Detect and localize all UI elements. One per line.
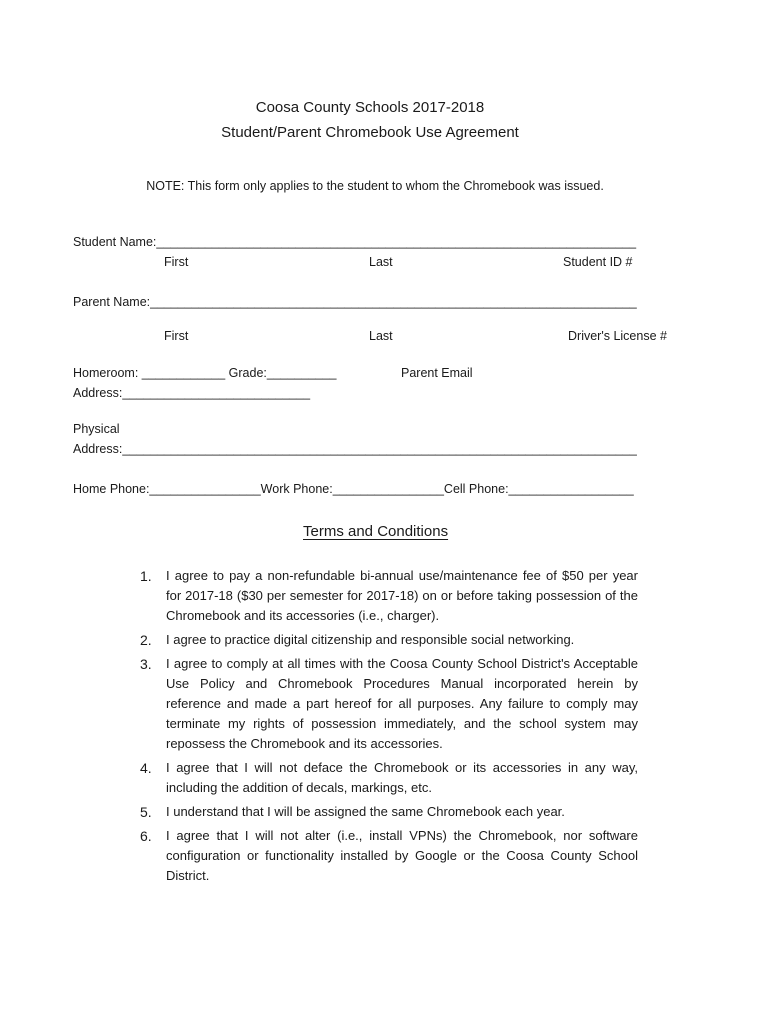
terms-item xyxy=(140,566,638,626)
item-text: I understand that I will be assigned the same Chromebook each year. xyxy=(166,804,565,819)
student-first-label: First xyxy=(164,255,189,269)
terms-item xyxy=(140,654,638,754)
parent-email-label: Parent Email xyxy=(401,366,473,380)
homeroom-grade-field[interactable]: Homeroom: ____________ Grade:__________ xyxy=(73,366,337,380)
item-number: 6. xyxy=(140,828,152,844)
applicability-note: NOTE: This form only applies to the student to whom the Chromebook was issued. xyxy=(146,179,604,193)
item-text: I agree to practice digital citizenship and responsible social networking. xyxy=(166,632,575,647)
terms-item xyxy=(140,826,638,886)
item-number: 5. xyxy=(140,804,152,820)
address-field[interactable]: Address:___________________________ xyxy=(73,386,311,400)
item-text: I agree that I will not alter (i.e., install VPNs) the Chromebook, nor software configuration or functionality installed by Google or the Coosa County School District. xyxy=(166,828,638,883)
title-line-1: Coosa County Schools 2017-2018 xyxy=(255,99,485,116)
parent-last-label: Last xyxy=(369,329,393,343)
physical-label: Physical xyxy=(73,422,120,436)
drivers-license-label: Driver's License # xyxy=(568,329,667,343)
physical-address-field[interactable]: Address:__________________________________________________________________________ xyxy=(73,442,637,456)
item-text: I agree that I will not deface the Chromebook or its accessories in any way, including the addition of decals, markings, etc. xyxy=(166,760,638,795)
terms-heading: Terms and Conditions xyxy=(303,523,449,540)
student-name-field[interactable]: Student Name:_____________________________________________________________________ xyxy=(73,235,637,249)
parent-name-field[interactable]: Parent Name:______________________________________________________________________ xyxy=(73,295,637,309)
terms-item xyxy=(140,758,638,798)
item-text: I agree to comply at all times with the Coosa County School District's Acceptable Use Policy and Chromebook Procedures Manual incorporated herein by reference and made a part hereof for all purposes. Any failure to comply may terminate my rights of possession immediately, and the school system may repossess the Chromebook and its accessories. xyxy=(166,656,638,751)
title-line-2: Student/Parent Chromebook Use Agreement xyxy=(221,124,519,141)
item-text: I agree to pay a non-refundable bi-annual use/maintenance fee of $50 per year for 2017-18 ($30 per semester for 2017-18) on or before taking possession of the Chromebook and its accessories (i.e., charger). xyxy=(166,568,638,623)
student-id-label: Student ID # xyxy=(563,255,633,269)
student-last-label: Last xyxy=(369,255,393,269)
terms-item xyxy=(140,802,638,822)
item-number: 3. xyxy=(140,656,152,672)
item-number: 4. xyxy=(140,760,152,776)
phone-fields[interactable]: Home Phone:________________Work Phone:________________Cell Phone:__________________ xyxy=(73,482,634,496)
terms-item xyxy=(140,630,638,650)
item-number: 1. xyxy=(140,568,152,584)
parent-first-label: First xyxy=(164,329,189,343)
terms-list xyxy=(140,566,638,890)
item-number: 2. xyxy=(140,632,152,648)
